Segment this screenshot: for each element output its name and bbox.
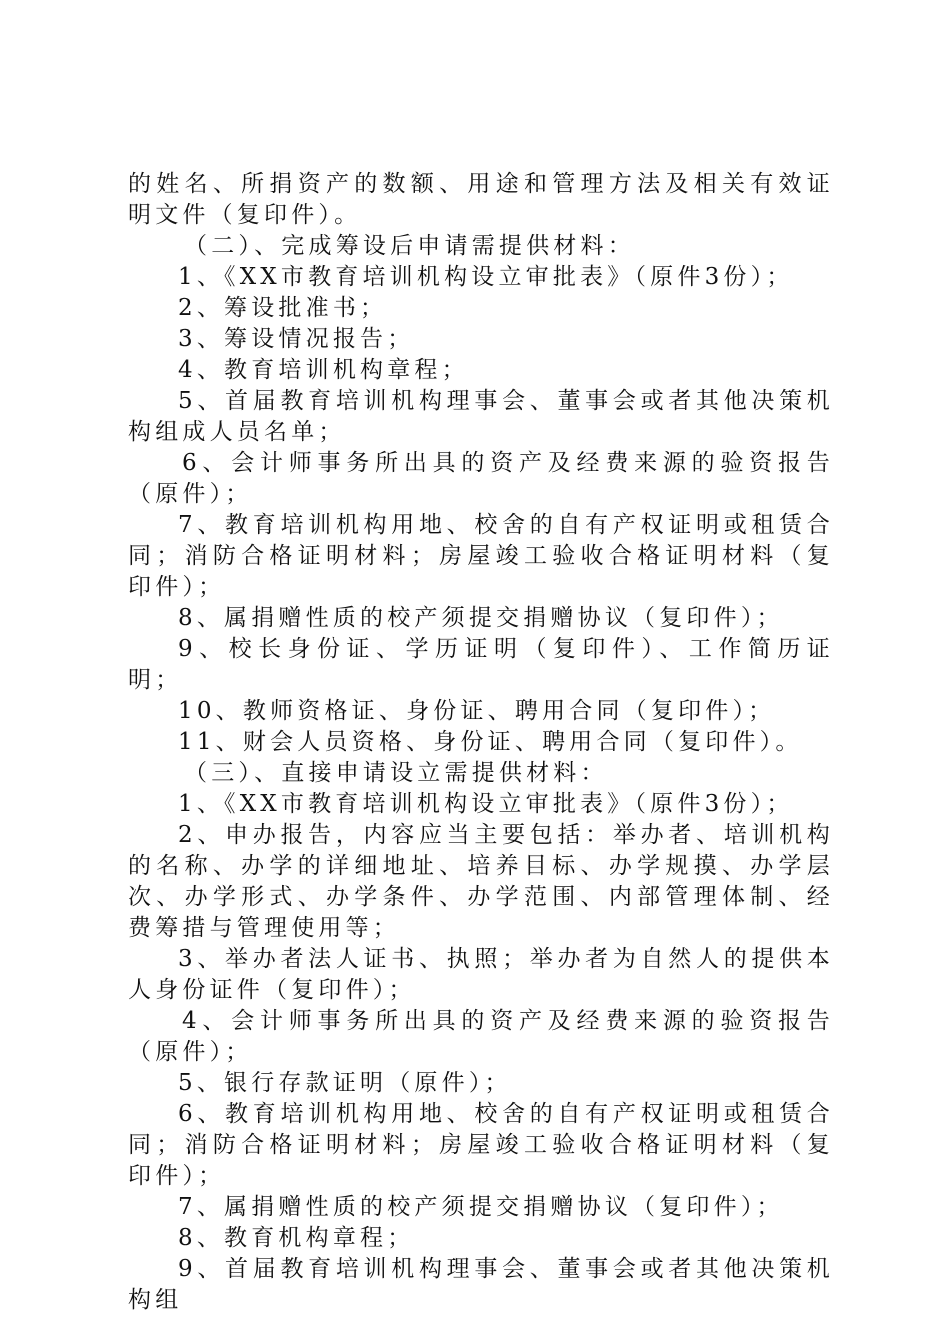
list-item: 11、财会人员资格、身份证、聘用合同（复印件）。	[178, 729, 803, 755]
paragraph-continuation: 的姓名、所捐资产的数额、用途和管理方法及相关有效证明文件（复印件）。	[128, 171, 834, 228]
list-item: 1、《XX市教育培训机构设立审批表》（原件3份）；	[178, 791, 794, 817]
list-item: 1、《XX市教育培训机构设立审批表》（原件3份）；	[178, 264, 794, 290]
list-item: 4、教育培训机构章程；	[178, 357, 469, 383]
list-item: 5、首届教育培训机构理事会、董事会或者其他决策机构组成人员名单；	[128, 388, 834, 445]
list-item: 9、校长身份证、学历证明（复印件）、工作简历证明；	[128, 636, 834, 693]
section-heading-2: （二）、完成筹设后申请需提供材料：	[184, 233, 635, 259]
list-item: 7、属捐赠性质的校产须提交捐赠协议（复印件）；	[178, 1194, 784, 1220]
list-item: 6、会计师事务所出具的资产及经费来源的验资报告（原件）；	[128, 450, 834, 507]
list-item: 4、会计师事务所出具的资产及经费来源的验资报告（原件）；	[128, 1008, 834, 1065]
list-item: 5、银行存款证明（原件）；	[178, 1070, 512, 1096]
list-item: 10、教师资格证、身份证、聘用合同（复印件）；	[178, 698, 776, 724]
list-item: 8、属捐赠性质的校产须提交捐赠协议（复印件）；	[178, 605, 784, 631]
list-item: 9、首届教育培训机构理事会、董事会或者其他决策机构组	[128, 1256, 834, 1313]
section-heading-3: （三）、直接申请设立需提供材料：	[184, 760, 608, 786]
list-item: 3、举办者法人证书、执照；举办者为自然人的提供本人身份证件（复印件）；	[128, 946, 834, 1003]
list-item: 2、筹设批准书；	[178, 295, 388, 321]
document-body	[128, 169, 834, 1316]
list-item: 8、教育机构章程；	[178, 1225, 415, 1251]
list-item: 2、申办报告，内容应当主要包括：举办者、培训机构的名称、办学的详细地址、培养目标、办学规摸、办学层次、办学形式、办学条件、办学范围、内部管理体制、经费筹措与管理使用等；	[128, 822, 834, 941]
list-item: 7、教育培训机构用地、校舍的自有产权证明或租赁合同；消防合格证明材料；房屋竣工验收合格证明材料（复印件）；	[128, 512, 834, 600]
list-item: 6、教育培训机构用地、校舍的自有产权证明或租赁合同；消防合格证明材料；房屋竣工验收合格证明材料（复印件）；	[128, 1101, 834, 1189]
list-item: 3、筹设情况报告；	[178, 326, 415, 352]
